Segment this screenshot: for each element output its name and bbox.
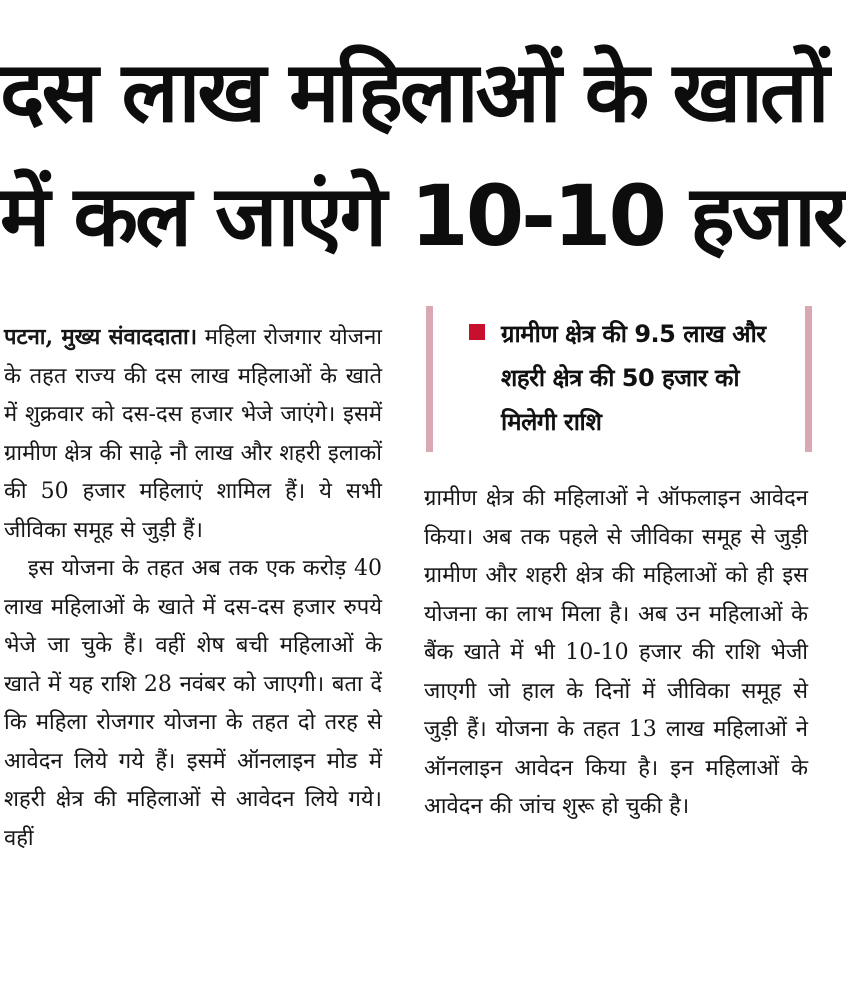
highlight-box — [426, 306, 812, 452]
article-paragraph-1-text: महिला रोजगार योजना के तहत राज्य की दस लाख महिलाओं के खाते में शुक्रवार को दस-दस हजार भेजे जाएंगे। इसमें ग्रामीण क्षेत्र की साढ़े नौ लाख और शहरी इलाकों की 50 हजार महिलाएं शामिल हैं। ये सभी जीविका समूह से जुड़ी हैं। — [4, 325, 382, 543]
square-bullet-icon — [469, 324, 485, 340]
headline — [0, 30, 846, 278]
article-column-left — [4, 318, 382, 858]
dateline: पटना, मुख्य संवाददाता। — [4, 324, 198, 350]
article-column-right — [424, 480, 808, 827]
article-paragraph-2: इस योजना के तहत अब तक एक करोड़ 40 लाख महिलाओं के खाते में दस-दस हजार रुपये भेजे जा चुके हैं। वहीं शेष बची महिलाओं के खाते में यह राशि 28 नवंबर को जाएगी। बता दें कि महिला रोजगार योजना के तहत दो तरह से आवेदन लिये गये हैं। इसमें ऑनलाइन मोड में शहरी क्षेत्र की महिलाओं से आवेदन लिये गये। वहीं — [4, 556, 382, 851]
article-paragraph-1 — [4, 318, 382, 550]
headline-line-1: दस लाख महिलाओं के खातों — [0, 43, 827, 141]
article-paragraph-3: ग्रामीण क्षेत्र की महिलाओं ने ऑफलाइन आवेदन किया। अब तक पहले से जीविका समूह से जुड़ी ग्रामीण और शहरी क्षेत्र की महिलाओं को ही इस योजना का लाभ मिला है। अब उन महिलाओं के बैंक खाते में भी 10-10 हजार की राशि भेजी जाएगी जो हाल के दिनों में जीविका समूह से जुड़ी हैं। योजना के तहत 13 लाख महिलाओं ने ऑनलाइन आवेदन किया है। इन महिलाओं के आवेदन की जांच शुरू हो चुकी है। — [424, 486, 808, 819]
highlight-text: ग्रामीण क्षेत्र की 9.5 लाख और शहरी क्षेत्र की 50 हजार को मिलेगी राशि — [501, 320, 766, 436]
headline-line-2: में कल जाएंगे 10-10 हजार — [0, 167, 845, 265]
